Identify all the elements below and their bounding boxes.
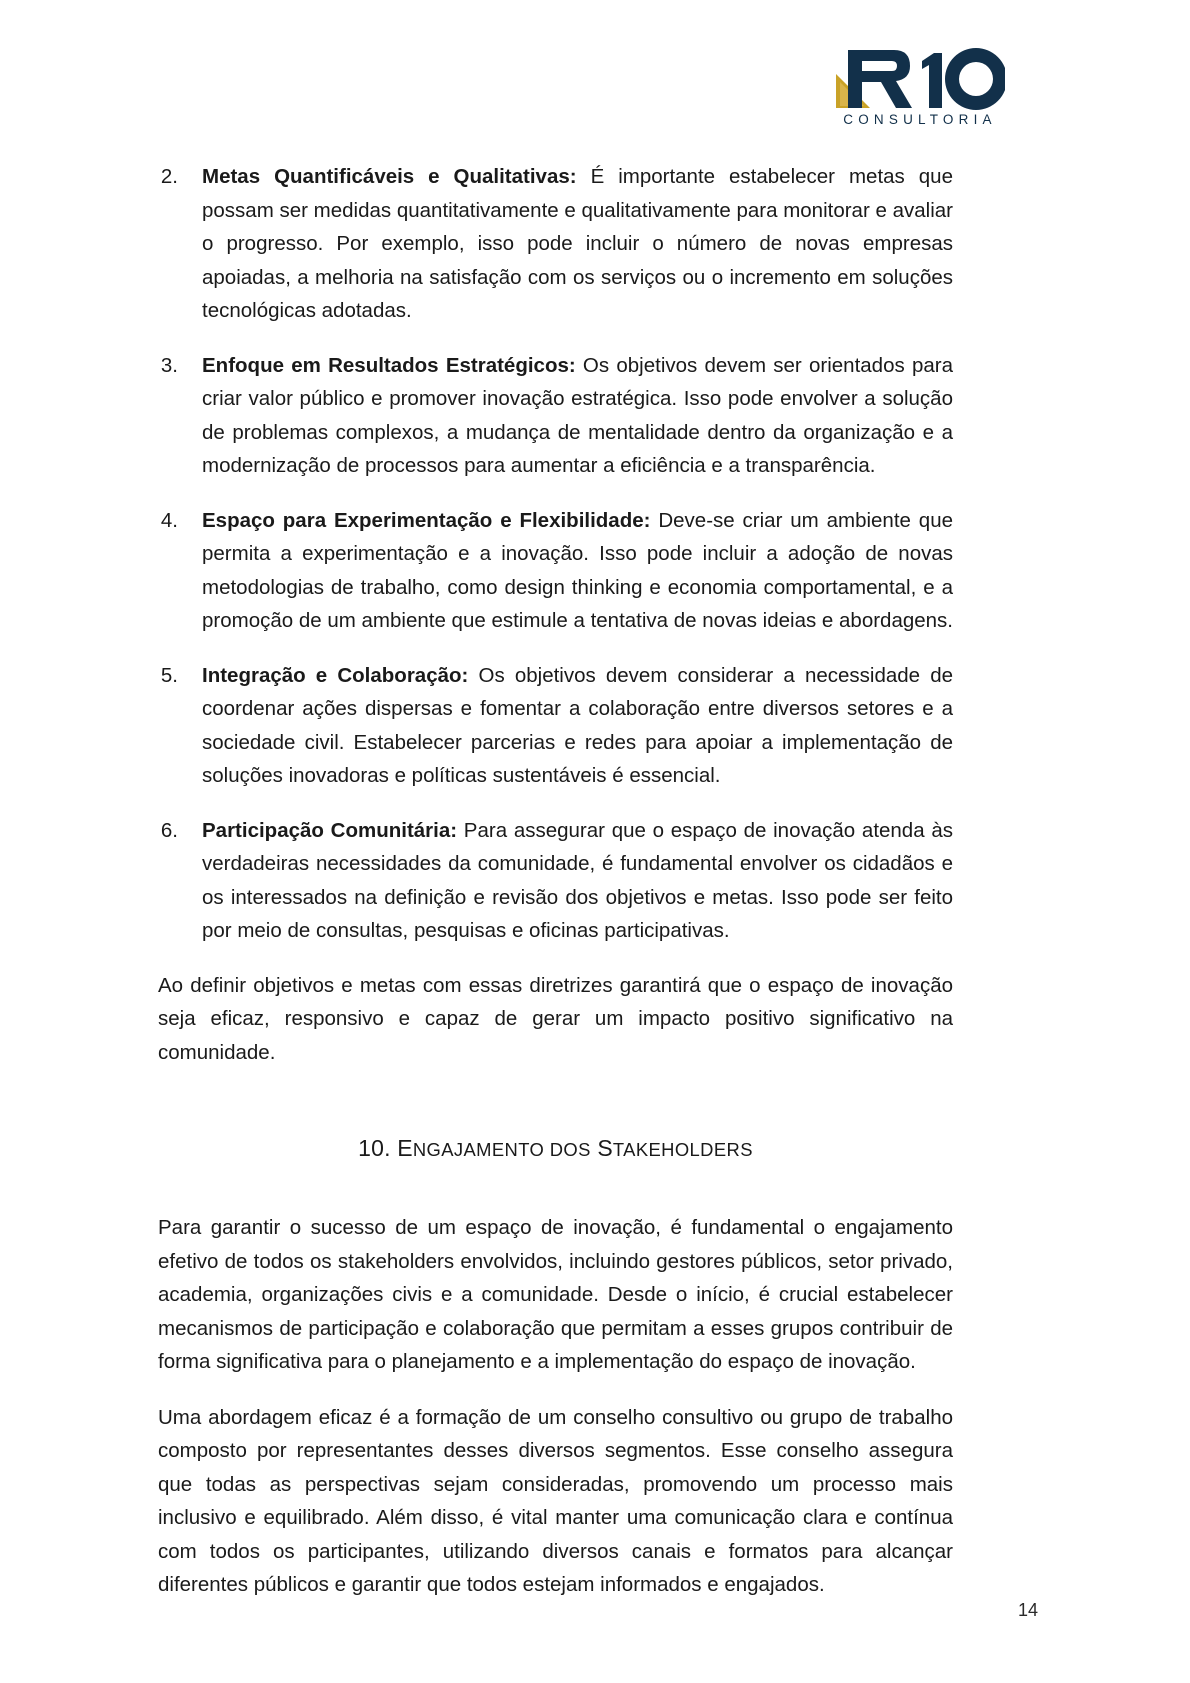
section-title-takeholders: TAKEHOLDERS: [612, 1139, 753, 1160]
list-item-text: Os objetivos devem considerar a necessidade de coordenar ações dispersas e fomentar a colaboração entre diversos setores e a sociedade civil. Estabelecer parcerias e redes para apoiar a implementação de soluções inovadoras e políticas sustentáveis é essencial.: [202, 663, 953, 787]
list-item-body: [202, 659, 953, 793]
list-item-title: Enfoque em Resultados Estratégicos:: [202, 353, 576, 377]
section-title-ngajamento-dos: NGAJAMENTO DOS: [412, 1139, 591, 1160]
list-item-number: 5.: [160, 663, 178, 687]
list-item-number: 6.: [160, 818, 178, 842]
list-item-body: [202, 160, 953, 328]
list-item-body: [202, 814, 953, 948]
section-heading: [158, 1133, 953, 1165]
body-paragraph: Para garantir o sucesso de um espaço de inovação, é fundamental o engajamento efetivo de todos os stakeholders envolvidos, incluindo gestores públicos, setor privado, academia, organizações civis e a comunidade. Desde o início, é crucial estabelecer mecanismos de participação e colaboração que permitam a esses grupos contribuir de forma significativa para o planejamento e a implementação do espaço de inovação.: [158, 1216, 953, 1373]
list-item: [158, 160, 953, 328]
list-item-body: [202, 504, 953, 638]
list-item: [158, 504, 953, 638]
numbered-list: [158, 160, 953, 948]
list-item-text: Para assegurar que o espaço de inovação atenda às verdadeiras necessidades da comunidade, é fundamental envolver os cidadãos e os interessados na definição e revisão dos objetivos e metas. Isso pode ser feito por meio de consultas, pesquisas e oficinas participativas.: [202, 818, 953, 942]
list-item-number: 2.: [160, 165, 178, 188]
list-item-text: Os objetivos devem ser orientados para criar valor público e promover inovação estratégica. Isso pode envolver a solução de problemas complexos, a mudança de mentalidade dentro da organização e a modernização de processos para aumentar a eficiência e a transparência.: [202, 353, 953, 477]
document-content: [158, 160, 953, 1602]
list-item: [158, 659, 953, 793]
list-item-text: É importante estabelecer metas que possam ser medidas quantitativamente e qualitativamente para monitorar e avaliar o progresso. Por exemplo, isso pode incluir o número de novas empresas apoiadas, a melhoria na satisfação com os serviços ou o incremento em soluções tecnológicas adotadas.: [202, 165, 953, 322]
list-item-number: 4.: [160, 508, 178, 532]
section-title-s: S: [597, 1135, 613, 1161]
list-item-title: Integração e Colaboração:: [202, 663, 469, 687]
list-item-text: Deve-se criar um ambiente que permita a experimentação e a inovação. Isso pode incluir a adoção de novas metodologias de trabalho, como design thinking e economia comportamental, e a promoção de um ambiente que estimule a tentativa de novas ideias e abordagens.: [202, 508, 954, 632]
body-paragraph: Uma abordagem eficaz é a formação de um conselho consultivo ou grupo de trabalho composto por representantes desses diversos segmentos. Esse conselho assegura que todas as perspectivas sejam consideradas, promovendo um processo mais inclusivo e equilibrado. Além disso, é vital manter uma comunicação clara e contínua com todos os participantes, utilizando diversos canais e formatos para alcançar diferentes públicos e garantir que todos estejam informados e engajados.: [158, 1405, 953, 1596]
section-number: 10.: [358, 1135, 391, 1161]
list-item: [158, 349, 953, 483]
closing-paragraph: Ao definir objetivos e metas com essas diretrizes garantirá que o espaço de inovação seja eficaz, responsivo e capaz de gerar um impacto positivo significativo na comunidade.: [158, 973, 953, 1064]
page-number: 14: [1017, 1600, 1038, 1620]
company-logo: [830, 48, 1005, 127]
list-item: [158, 814, 953, 948]
section-title-e: E: [397, 1135, 413, 1161]
list-item-body: [202, 349, 953, 483]
logo-mark-r1o: [830, 48, 1005, 110]
list-item-number: 3.: [160, 353, 178, 377]
list-item-title: Participação Comunitária:: [202, 818, 458, 842]
logo-wordmark: CONSULTORIA: [843, 112, 997, 127]
list-item-title: Metas Quantificáveis e Qualitativas:: [202, 165, 577, 188]
list-item-title: Espaço para Experimentação e Flexibilidade:: [202, 508, 651, 532]
